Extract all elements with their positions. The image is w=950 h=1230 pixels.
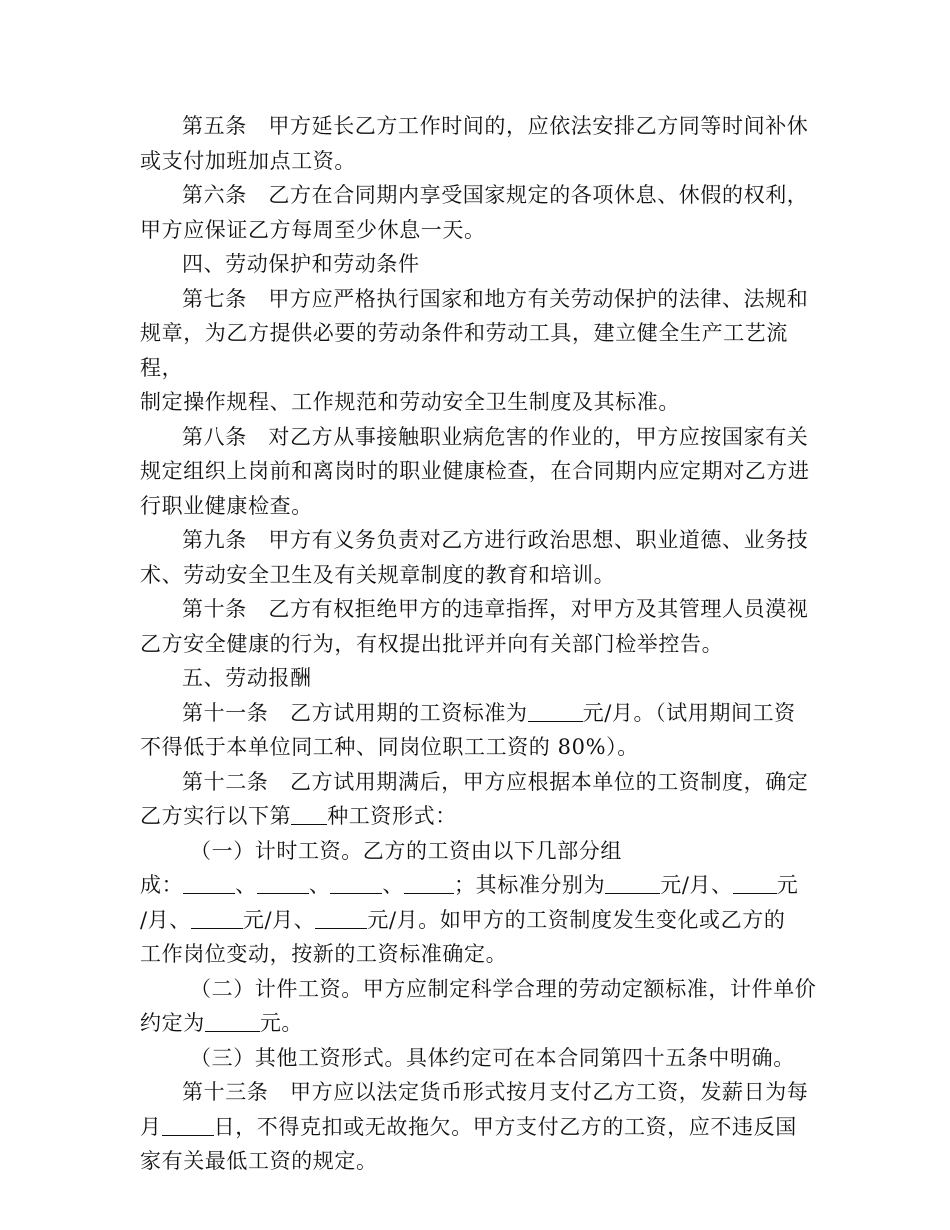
article-8-line-1: 第八条 对乙方从事接触职业病危害的作业的，甲方应按国家有关 bbox=[182, 424, 809, 449]
article-7-line-2: 规章，为乙方提供必要的劳动条件和劳动工具，建立健全生产工艺流程， bbox=[140, 321, 788, 380]
article-7-line-3: 制定操作规程、工作规范和劳动安全卫生制度及其标准。 bbox=[140, 390, 680, 414]
wage-standard-blank-1[interactable] bbox=[605, 871, 660, 894]
item-1-line-3 bbox=[140, 903, 820, 938]
wage-component-blank-3[interactable] bbox=[330, 871, 382, 894]
article-9-line-1: 第九条 甲方有义务负责对乙方进行政治思想、职业道德、业务技 bbox=[182, 528, 809, 552]
wage-standard-blank-2[interactable] bbox=[733, 871, 777, 894]
section-4-heading: 四、劳动保护和劳动条件 bbox=[182, 252, 420, 276]
item-2-line-1: （二）计件工资。甲方应制定科学合理的劳动定额标准，计件单价 bbox=[190, 976, 817, 1001]
item-2-line-2 bbox=[140, 1006, 820, 1041]
article-12-line-1: 第十二条 乙方试用期满后，甲方应根据本单位的工资制度，确定 bbox=[182, 769, 809, 794]
separator: 、 bbox=[382, 873, 405, 897]
item-2-text-b: 元。 bbox=[259, 1011, 304, 1035]
wage-standard-blank-4[interactable] bbox=[315, 906, 367, 929]
article-13-line-3: 家有关最低工资的规定。 bbox=[140, 1149, 378, 1173]
wage-standard-blank-3[interactable] bbox=[191, 906, 243, 929]
article-5-line-1: 第五条 甲方延长乙方工作时间的，应依法安排乙方同等时间补休 bbox=[182, 114, 809, 138]
article-13-text-b: 日，不得克扣或无故拖欠。甲方支付乙方的工资，应不违反国 bbox=[213, 1114, 797, 1139]
article-10-line-2: 乙方安全健康的行为，有权提出批评并向有关部门检举控告。 bbox=[140, 631, 724, 656]
article-12-text-b: 种工资形式： bbox=[327, 804, 457, 828]
article-12-line-2 bbox=[140, 799, 820, 834]
wage-component-blank-2[interactable] bbox=[257, 871, 309, 894]
item-1-line-2 bbox=[140, 868, 820, 903]
wage-component-blank-1[interactable] bbox=[183, 871, 235, 894]
article-5-line-2: 或支付加班加点工资。 bbox=[140, 148, 356, 173]
article-13-line-2 bbox=[140, 1110, 820, 1145]
article-13-text-a: 月 bbox=[140, 1114, 162, 1139]
piece-rate-blank[interactable] bbox=[205, 1009, 260, 1032]
item-1-line-4: 工作岗位变动，按新的工资标准确定。 bbox=[140, 942, 508, 966]
article-11-text-b: 元/月。（试用期间工资 bbox=[582, 700, 796, 725]
wage-component-blank-4[interactable] bbox=[404, 871, 454, 894]
item-1-text-c: /月、 bbox=[140, 907, 191, 932]
article-8-line-3: 行职业健康检查。 bbox=[140, 493, 313, 518]
article-6-line-2: 甲方应保证乙方每周至少休息一天。 bbox=[140, 217, 486, 242]
article-6-line-1: 第六条 乙方在合同期内享受国家规定的各项休息、休假的权利， bbox=[182, 183, 809, 207]
separator: 、 bbox=[308, 873, 331, 897]
article-9-line-2: 术、劳动安全卫生及有关规章制度的教育和培训。 bbox=[140, 562, 616, 587]
article-11-line-2: 不得低于本单位同工种、同岗位职工工资的 80%）。 bbox=[140, 735, 639, 759]
separator: 元/月、 bbox=[660, 873, 733, 897]
item-3-line-1: （三）其他工资形式。具体约定可在本合同第四十五条中明确。 bbox=[190, 1045, 795, 1070]
article-8-line-2: 规定组织上岗前和离岗时的职业健康检查，在合同期内应定期对乙方进 bbox=[140, 459, 810, 483]
article-7-line-1: 第七条 甲方应严格执行国家和地方有关劳动保护的法律、法规和 bbox=[182, 286, 809, 311]
article-11-text-a: 第十一条 乙方试用期的工资标准为 bbox=[182, 700, 528, 725]
probation-wage-blank[interactable] bbox=[528, 699, 583, 722]
item-1-line-1: （一）计时工资。乙方的工资由以下几部分组 bbox=[190, 838, 622, 863]
item-1-text-d: 元/月、 bbox=[242, 907, 316, 932]
article-12-text-a: 乙方实行以下第 bbox=[140, 804, 292, 828]
payday-blank[interactable] bbox=[162, 1113, 214, 1136]
article-10-line-1: 第十条 乙方有权拒绝甲方的违章指挥，对甲方及其管理人员漠视 bbox=[182, 597, 809, 621]
separator: 元 bbox=[776, 873, 799, 897]
contract-page bbox=[140, 109, 820, 1179]
article-11-line-1 bbox=[140, 696, 820, 731]
article-13-line-1: 第十三条 甲方应以法定货币形式按月支付乙方工资，发薪日为每 bbox=[182, 1080, 809, 1104]
wage-form-number-blank[interactable] bbox=[291, 802, 327, 825]
item-1-text-e: 元/月。如甲方的工资制度发生变化或乙方的 bbox=[367, 907, 786, 932]
separator: ；其标准分别为 bbox=[454, 873, 606, 897]
separator: 、 bbox=[235, 873, 257, 897]
item-1-text-a: 成： bbox=[140, 873, 184, 897]
item-2-text-a: 约定为 bbox=[140, 1011, 205, 1035]
section-5-heading: 五、劳动报酬 bbox=[182, 666, 312, 690]
